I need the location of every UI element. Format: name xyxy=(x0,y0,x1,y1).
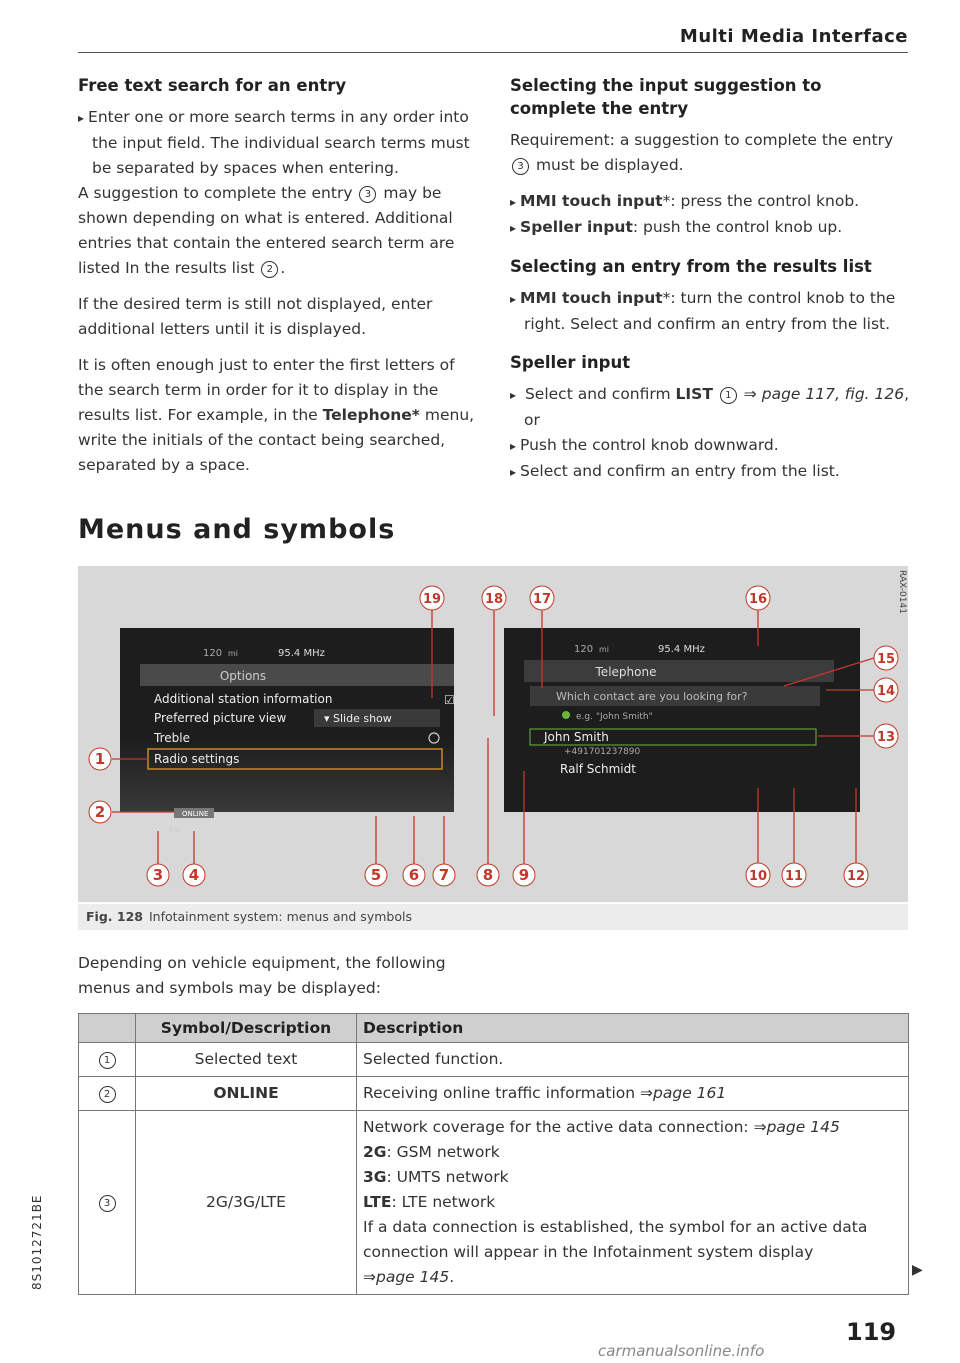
callout-2 xyxy=(89,801,111,823)
menu-item-station-info[interactable]: Additional station information xyxy=(154,692,333,706)
left-range: 120 xyxy=(203,648,223,659)
svg-text:15: 15 xyxy=(876,652,896,667)
callout-18 xyxy=(482,586,506,610)
right-column xyxy=(510,74,910,485)
table-row xyxy=(79,1111,909,1295)
svg-text:19: 19 xyxy=(422,592,442,607)
left-column xyxy=(78,74,478,489)
options-title: Options xyxy=(219,669,267,683)
callout-9 xyxy=(513,864,535,886)
row-number: 1 xyxy=(99,1052,116,1069)
page-reference[interactable]: page 145 xyxy=(376,1268,450,1286)
callout-15 xyxy=(874,646,898,670)
callout-ref-3: 3 xyxy=(359,186,376,203)
symbol-cell: ONLINE xyxy=(136,1077,357,1111)
svg-text:2: 2 xyxy=(94,803,106,821)
online-badge: ONLINE xyxy=(182,810,209,818)
page-number: 119 xyxy=(846,1318,897,1346)
callout-6 xyxy=(403,864,425,886)
arrow-right-icon: ⇒ xyxy=(640,1084,654,1102)
callout-ref-3: 3 xyxy=(512,158,529,175)
page-reference[interactable]: page 117, fig. 126 xyxy=(761,385,905,403)
list-bullet: ▸ Select and confirm LIST 1 ⇒ page 117, fig. 126, or xyxy=(510,382,910,433)
additional-letters-paragraph: If the desired term is still not displayed, enter additional letters until it is displayed. xyxy=(78,295,433,338)
callout-7 xyxy=(433,864,455,886)
speller-heading: Speller input xyxy=(510,353,631,372)
col-header-symbol: Symbol/Description xyxy=(136,1014,357,1043)
callout-4 xyxy=(183,864,205,886)
right-range: 120 xyxy=(574,644,594,655)
svg-text:13: 13 xyxy=(876,730,896,745)
svg-text:3: 3 xyxy=(152,866,164,884)
callout-5 xyxy=(365,864,387,886)
table-header-row xyxy=(79,1014,909,1043)
left-screen xyxy=(120,628,455,834)
touch-input-bullet: ▸ MMI touch input*: press the control knob. xyxy=(510,189,910,215)
arrow-right-icon: ⇒ xyxy=(753,1118,767,1136)
svg-text:7: 7 xyxy=(438,866,450,884)
svg-text:17: 17 xyxy=(532,592,552,607)
symbol-cell: 2G/3G/LTE xyxy=(136,1111,357,1295)
telephone-title: Telephone xyxy=(595,665,657,679)
svg-text:10: 10 xyxy=(748,869,768,884)
watermark: carmanualsonline.info xyxy=(598,1342,765,1360)
intro-paragraph: Depending on vehicle equipment, the following menus and symbols may be displayed: xyxy=(78,954,446,997)
svg-text:18: 18 xyxy=(484,592,504,607)
description-cell: Receiving online traffic information ⇒page 161 xyxy=(357,1077,909,1111)
svg-text:14: 14 xyxy=(876,684,896,699)
callout-ref-1: 1 xyxy=(720,387,737,404)
infotainment-figure xyxy=(78,566,908,902)
figure-128 xyxy=(78,566,908,902)
requirement-paragraph: Requirement: a suggestion to complete the entry 3 must be displayed. xyxy=(510,131,894,174)
select-entry-bullet: ▸ Select and confirm an entry from the list. xyxy=(510,459,910,485)
description-cell: Network coverage for the active data connection: ⇒page 145 2G: GSM network 3G: UMTS network LTE: LTE network If a data connection is established, the symbol for an active data connection will appear in the Infotainment system display ⇒page 145. xyxy=(357,1111,909,1295)
push-down-bullet: ▸ Push the control knob downward. xyxy=(510,433,910,459)
menu-item-treble[interactable]: Treble xyxy=(154,731,190,745)
callout-12 xyxy=(844,863,868,887)
page-reference[interactable]: page 145 xyxy=(766,1118,840,1136)
col-header-num xyxy=(79,1014,136,1043)
menus-heading: Menus and symbols xyxy=(78,514,396,545)
callout-ref-2: 2 xyxy=(261,261,278,278)
left-frequency: 95.4 MHz xyxy=(278,648,325,659)
svg-text:8: 8 xyxy=(482,866,494,884)
header-rule xyxy=(78,52,908,53)
svg-text:16: 16 xyxy=(748,592,768,607)
right-range-unit: mi xyxy=(599,645,610,654)
menu-item-picture-view[interactable]: Preferred picture view xyxy=(154,711,287,725)
table-row xyxy=(79,1077,909,1111)
contact-number: +491701237890 xyxy=(564,747,641,757)
callout-1 xyxy=(89,748,111,770)
results-bullet: ▸ MMI touch input*: turn the control knob to the right. Select and confirm an entry from the list. xyxy=(510,286,910,337)
callout-13 xyxy=(874,724,898,748)
suggestion-paragraph: A suggestion to complete the entry 3 may be shown depending on what is entered. Additional entries that contain the entered search term are listed In the results list 2 . xyxy=(78,184,455,277)
arrow-right-icon: ⇒ xyxy=(363,1268,376,1286)
right-screen xyxy=(504,628,860,812)
figure-code: RAX-0141 xyxy=(897,570,907,614)
callout-14 xyxy=(874,678,898,702)
slideshow-dropdown[interactable]: ▾ Slide show xyxy=(324,712,392,725)
right-frequency: 95.4 MHz xyxy=(658,644,705,655)
callout-16 xyxy=(746,586,770,610)
section-title: Multi Media Interface xyxy=(679,26,908,47)
figure-caption: Fig. 128 Infotainment system: menus and symbols xyxy=(78,904,908,930)
svg-text:5: 5 xyxy=(370,866,382,884)
svg-text:9: 9 xyxy=(518,866,530,884)
left-range-unit: mi xyxy=(228,649,239,658)
contact-ralf-schmidt[interactable]: Ralf Schmidt xyxy=(560,762,636,776)
free-text-bullet: ▸ Enter one or more search terms in any order into the input field. The individual search terms must be separated by spaces when entering. xyxy=(78,105,478,181)
callout-10 xyxy=(746,863,770,887)
suggestion-heading: Selecting the input suggestion to complete the entry xyxy=(510,76,822,118)
first-letters-paragraph: It is often enough just to enter the first letters of the search term in order for it to display in the results list. For example, in the Telephone* menu, write the initials of the contact being searched, separated by a space. xyxy=(78,356,475,474)
callout-3 xyxy=(147,864,169,886)
row-number: 3 xyxy=(99,1195,116,1212)
callout-11 xyxy=(782,863,806,887)
search-hint: e.g. "John Smith" xyxy=(576,712,653,722)
document-code: 8S1012721BE xyxy=(30,1194,44,1290)
arrow-right-icon: ⇒ xyxy=(743,385,757,403)
checkbox-icon[interactable]: ☑ xyxy=(444,693,455,707)
network-badge: 4G xyxy=(168,825,180,834)
col-header-description: Description xyxy=(357,1014,909,1043)
free-text-heading: Free text search for an entry xyxy=(78,76,347,95)
symbol-cell: Selected text xyxy=(136,1043,357,1077)
callout-19 xyxy=(420,586,444,610)
callout-8 xyxy=(477,864,499,886)
svg-text:11: 11 xyxy=(784,869,804,884)
svg-text:6: 6 xyxy=(408,866,420,884)
continue-arrow-icon: ▶ xyxy=(912,1262,923,1278)
menu-item-radio-settings[interactable]: Radio settings xyxy=(154,752,240,766)
description-cell: Selected function. xyxy=(357,1043,909,1077)
results-heading: Selecting an entry from the results list xyxy=(510,257,872,276)
svg-text:1: 1 xyxy=(94,750,106,768)
svg-text:12: 12 xyxy=(846,869,866,884)
svg-text:4: 4 xyxy=(188,866,200,884)
symbols-table xyxy=(78,1013,909,1295)
contact-search-input[interactable]: Which contact are you looking for? xyxy=(556,690,748,703)
contact-john-smith[interactable]: John Smith xyxy=(544,730,609,744)
page-reference[interactable]: page 161 xyxy=(653,1084,727,1102)
row-number: 2 xyxy=(99,1086,116,1103)
callout-17 xyxy=(530,586,554,610)
table-row xyxy=(79,1043,909,1077)
speller-input-bullet: ▸ Speller input: push the control knob up. xyxy=(510,215,910,241)
